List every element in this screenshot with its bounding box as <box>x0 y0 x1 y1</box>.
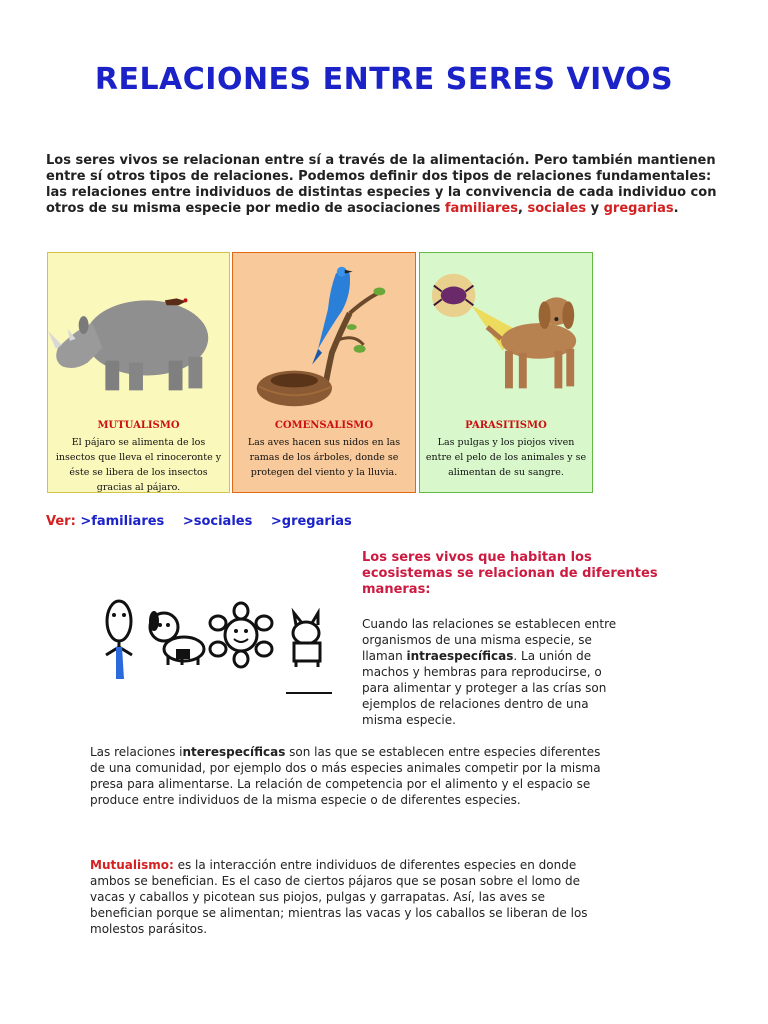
term-interespecificas: nterespecíficas <box>182 745 286 759</box>
panel-text: Las pulgas y los piojos viven entre el pelo de los animales y se alimentan de su sangre. <box>425 437 587 478</box>
panel-text: Las aves hacen sus nidos en las ramas de los árboles, donde se protegen del viento y la lluvia. <box>247 437 401 478</box>
para-text: son las que se establecen entre especies diferentes de una comunidad, por ejemplo dos o más especies animales competir por la misma presa para alimentarse. La relación de competencia por el alimento y el espacio se produce entre individuos de la misma especie o de diferentes especies. <box>90 745 601 807</box>
intro-paragraph <box>46 153 726 217</box>
rhino-illustration <box>48 253 229 413</box>
intro-text: Los seres vivos se relacionan entre sí a través de la alimentación. Pero también mantienen entre sí otros tipos de relaciones. Podemos definir dos tipos de relaciones fundamentales: las relaciones entre individuos de distintas especies y la convivencia de cada individuo con otros de su misma especie por medio de asociaciones <box>46 153 717 216</box>
panel-text: El pájaro se alimenta de los insectos que lleva el rinoceronte y éste se libera de los insectos gracias al pájaro. <box>55 437 222 493</box>
paragraph-mutualismo <box>90 857 610 937</box>
paragraph-intraespecificas <box>362 616 627 728</box>
link-sociales[interactable]: sociales <box>527 201 587 216</box>
link-familiares-nav[interactable]: >familiares <box>80 514 165 529</box>
paragraph-interespecificas <box>90 744 610 808</box>
ver-label: Ver: <box>46 514 76 529</box>
page-title: RELACIONES ENTRE SERES VIVOS <box>94 62 674 97</box>
intro-end: . <box>673 201 679 216</box>
para-text: Cuando las relaciones se establecen entre organismos de una misma especie, se llaman <box>362 617 617 663</box>
panel-mutualismo <box>47 252 230 493</box>
panel-title: COMENSALISMO <box>274 420 374 431</box>
panel-parasitismo <box>419 252 593 493</box>
section-subtitle: Los seres vivos que habitan los ecosistemas se relacionan de diferentes maneras: <box>362 550 658 597</box>
cartoon-characters-illustration <box>96 597 336 697</box>
term-mutualismo: Mutualismo: <box>90 858 174 872</box>
link-familiares[interactable]: familiares <box>444 201 518 216</box>
panel-title: MUTUALISMO <box>97 420 180 431</box>
bird-nest-illustration <box>233 253 415 413</box>
see-also-links <box>46 514 366 529</box>
link-gregarias[interactable]: gregarias <box>603 201 674 216</box>
para-text: es la interacción entre individuos de diferentes especies en donde ambos se benefician. Es el caso de ciertos pájaros que se posan sobre el lomo de vacas y caballos y picotean sus piojos, pulgas y garrapatas. Así, las aves se benefician porque se alimentan; mientras las vacas y los caballos se liberan de los molestos parásitos. <box>90 858 588 936</box>
link-gregarias-nav[interactable]: >gregarias <box>270 514 352 529</box>
panel-title: PARASITISMO <box>465 420 547 431</box>
para-text: . La unión de machos y hembras para reproducirse, o para alimentar y proteger a las crías son ejemplos de relaciones dentro de una misma especie. <box>362 649 607 727</box>
link-sociales-nav[interactable]: >sociales <box>182 514 253 529</box>
intro-sep: , <box>518 201 528 216</box>
dog-flea-illustration <box>420 253 592 413</box>
panel-comensalismo <box>232 252 416 493</box>
para-text: Las relaciones i <box>90 745 183 759</box>
term-intraespecificas: intraespecíficas <box>406 649 514 663</box>
intro-sep: y <box>586 201 604 216</box>
